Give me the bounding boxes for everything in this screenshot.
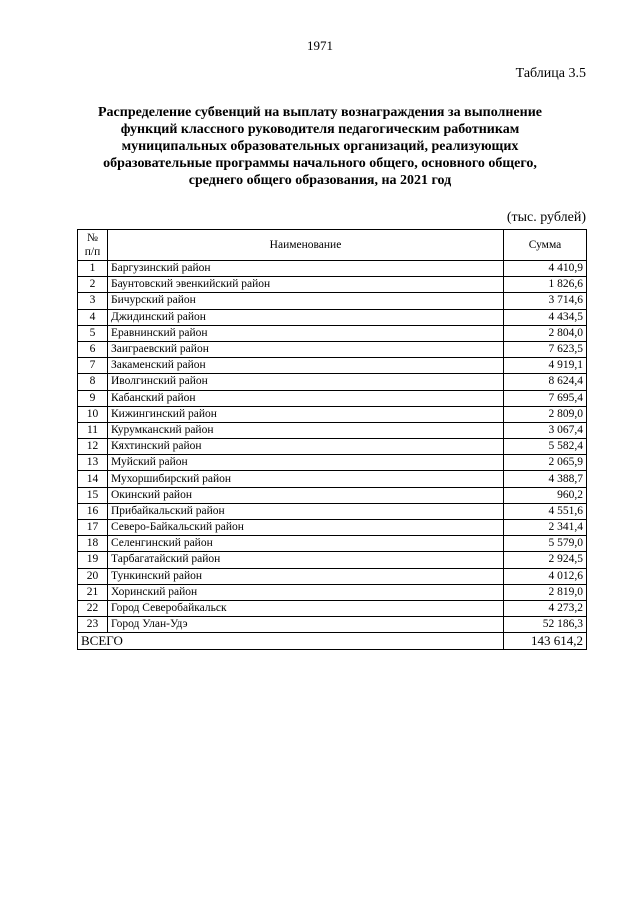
- table-row: [78, 439, 587, 455]
- row-number: 20: [78, 568, 108, 584]
- table-row: [78, 536, 587, 552]
- row-number: 23: [78, 617, 108, 633]
- total-sum: 143 614,2: [504, 633, 587, 649]
- row-number: 5: [78, 325, 108, 341]
- row-sum: 4 410,9: [504, 261, 587, 277]
- row-number: 14: [78, 471, 108, 487]
- title-line: среднего общего образования, на 2021 год: [188, 173, 452, 188]
- row-name: Бичурский район: [108, 293, 504, 309]
- table-row: [78, 617, 587, 633]
- row-number: 18: [78, 536, 108, 552]
- row-number: 2: [78, 277, 108, 293]
- table-label: Таблица 3.5: [515, 66, 586, 81]
- table-row: [78, 520, 587, 536]
- row-sum: 1 826,6: [504, 277, 587, 293]
- row-name: Баунтовский эвенкийский район: [108, 277, 504, 293]
- table-row: [78, 552, 587, 568]
- row-sum: 4 434,5: [504, 309, 587, 325]
- total-row: [78, 633, 587, 649]
- row-name: Тункинский район: [108, 568, 504, 584]
- row-name: Тарбагатайский район: [108, 552, 504, 568]
- subsidies-table: [77, 229, 587, 650]
- row-name: Джидинский район: [108, 309, 504, 325]
- row-number: 21: [78, 584, 108, 600]
- table-row: [78, 406, 587, 422]
- row-number: 3: [78, 293, 108, 309]
- table-row: [78, 600, 587, 616]
- table-title: [70, 104, 570, 189]
- row-name: Закаменский район: [108, 358, 504, 374]
- row-sum: 5 579,0: [504, 536, 587, 552]
- row-number: 15: [78, 487, 108, 503]
- table-header-row: [78, 230, 587, 261]
- row-name: Селенгинский район: [108, 536, 504, 552]
- row-name: Мухоршибирский район: [108, 471, 504, 487]
- table-row: [78, 341, 587, 357]
- row-sum: 3 067,4: [504, 422, 587, 438]
- table-row: [78, 309, 587, 325]
- table-row: [78, 277, 587, 293]
- row-number: 4: [78, 309, 108, 325]
- row-sum: 7 623,5: [504, 341, 587, 357]
- page-number: 1971: [307, 38, 333, 53]
- table-row: [78, 325, 587, 341]
- row-number: 17: [78, 520, 108, 536]
- title-line: Распределение субвенций на выплату вознаграждения за выполнение: [98, 105, 542, 120]
- table-row: [78, 487, 587, 503]
- header-number-line1: №: [87, 232, 98, 244]
- row-sum: 2 809,0: [504, 406, 587, 422]
- row-sum: 4 273,2: [504, 600, 587, 616]
- table-row: [78, 422, 587, 438]
- row-name: Северо-Байкальский район: [108, 520, 504, 536]
- row-name: Город Северобайкальск: [108, 600, 504, 616]
- units-label: (тыс. рублей): [506, 210, 586, 225]
- table-row: [78, 503, 587, 519]
- table-row: [78, 568, 587, 584]
- header-number: [78, 230, 108, 261]
- table-body: [78, 261, 587, 633]
- row-name: Баргузинский район: [108, 261, 504, 277]
- row-sum: 8 624,4: [504, 374, 587, 390]
- row-number: 11: [78, 422, 108, 438]
- row-sum: 4 388,7: [504, 471, 587, 487]
- row-number: 19: [78, 552, 108, 568]
- row-sum: 2 341,4: [504, 520, 587, 536]
- row-sum: 960,2: [504, 487, 587, 503]
- row-number: 7: [78, 358, 108, 374]
- row-number: 9: [78, 390, 108, 406]
- row-sum: 4 551,6: [504, 503, 587, 519]
- row-name: Окинский район: [108, 487, 504, 503]
- row-name: Прибайкальский район: [108, 503, 504, 519]
- row-number: 1: [78, 261, 108, 277]
- total-label: ВСЕГО: [78, 633, 504, 649]
- row-sum: 52 186,3: [504, 617, 587, 633]
- table-row: [78, 390, 587, 406]
- row-name: Кабанский район: [108, 390, 504, 406]
- table-row: [78, 293, 587, 309]
- row-sum: 2 804,0: [504, 325, 587, 341]
- table-row: [78, 261, 587, 277]
- title-line: функций классного руководителя педагогическим работникам: [120, 122, 520, 137]
- row-name: Заиграевский район: [108, 341, 504, 357]
- row-number: 10: [78, 406, 108, 422]
- table-row: [78, 358, 587, 374]
- row-name: Кижингинский район: [108, 406, 504, 422]
- header-sum: Сумма: [504, 230, 587, 261]
- row-number: 16: [78, 503, 108, 519]
- row-number: 6: [78, 341, 108, 357]
- table-row: [78, 455, 587, 471]
- row-sum: 2 819,0: [504, 584, 587, 600]
- title-line: образовательные программы начального общего, основного общего,: [103, 156, 537, 171]
- row-name: Хоринский район: [108, 584, 504, 600]
- row-number: 13: [78, 455, 108, 471]
- row-name: Иволгинский район: [108, 374, 504, 390]
- table-row: [78, 471, 587, 487]
- row-sum: 7 695,4: [504, 390, 587, 406]
- row-number: 12: [78, 439, 108, 455]
- row-name: Еравнинский район: [108, 325, 504, 341]
- row-name: Муйский район: [108, 455, 504, 471]
- title-line: муниципальных образовательных организаций, реализующих: [121, 139, 519, 154]
- table-row: [78, 374, 587, 390]
- table-row: [78, 584, 587, 600]
- row-number: 8: [78, 374, 108, 390]
- row-sum: 4 919,1: [504, 358, 587, 374]
- header-name: Наименование: [108, 230, 504, 261]
- row-name: Город Улан-Удэ: [108, 617, 504, 633]
- header-number-line2: п/п: [84, 246, 101, 258]
- row-sum: 4 012,6: [504, 568, 587, 584]
- row-number: 22: [78, 600, 108, 616]
- row-sum: 2 065,9: [504, 455, 587, 471]
- row-name: Курумканский район: [108, 422, 504, 438]
- row-sum: 2 924,5: [504, 552, 587, 568]
- row-name: Кяхтинский район: [108, 439, 504, 455]
- row-sum: 3 714,6: [504, 293, 587, 309]
- row-sum: 5 582,4: [504, 439, 587, 455]
